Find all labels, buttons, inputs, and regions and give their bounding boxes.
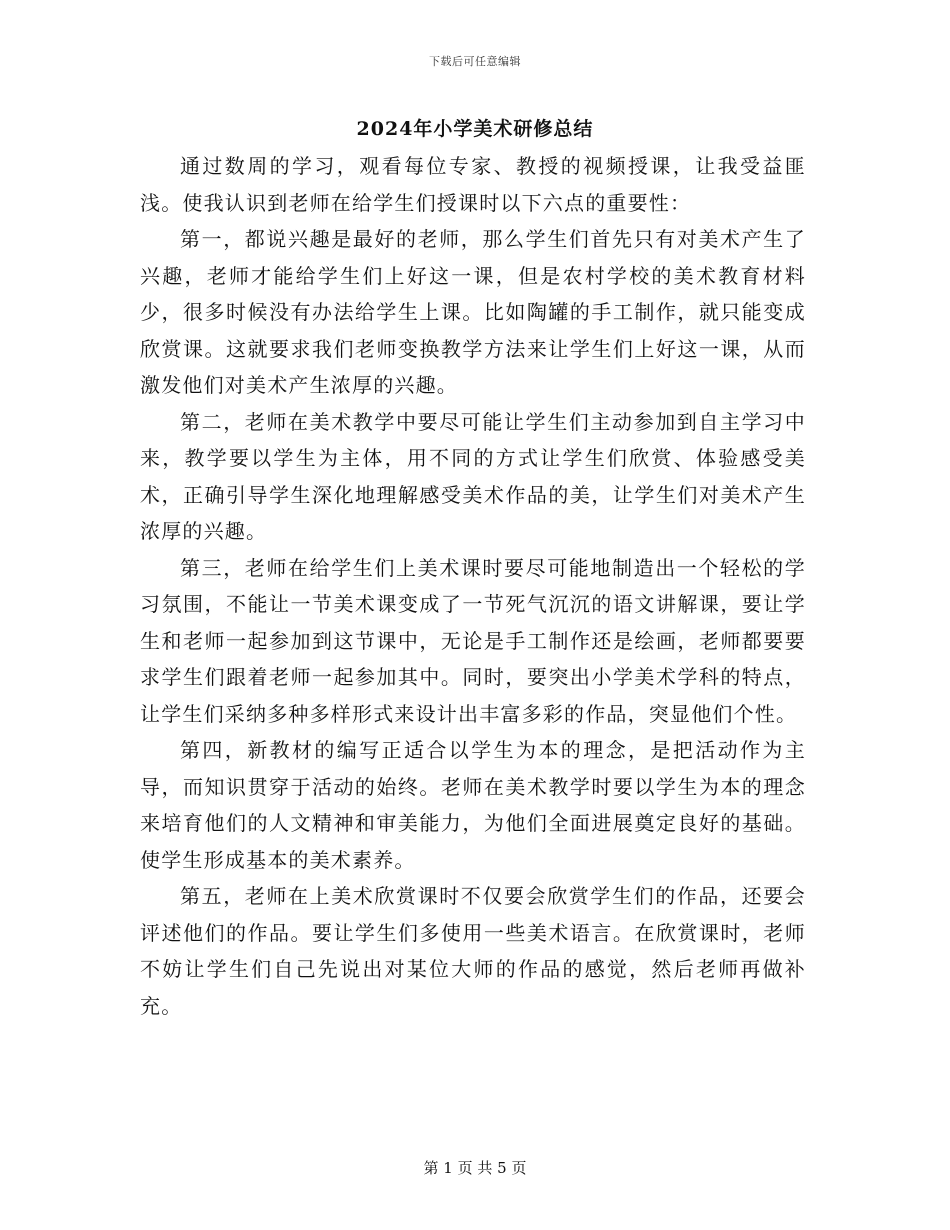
paragraph-point-3: 第三，老师在给学生们上美术课时要尽可能地制造出一个轻松的学习氛围，不能让一节美术课变成了一节死气沉沉的语文讲解课，要让学生和老师一起参加到这节课中，无论是手工制作还是绘画，老师都要要求学生们跟着老师一起参加其中。同时，要突出小学美术学科的特点，让学生们采纳多种多样形式来设计出丰富多彩的作品，突显他们个性。 xyxy=(140,555,806,726)
paragraph-point-2: 第二，老师在美术教学中要尽可能让学生们主动参加到自主学习中来，教学要以学生为主体，用不同的方式让学生们欣赏、体验感受美术，正确引导学生深化地理解感受美术作品的美，让学生们对美术产生浓厚的兴趣。 xyxy=(140,409,806,543)
page-number: 第 1 页 共 5 页 xyxy=(423,1159,527,1177)
header-note: 下载后可任意编辑 xyxy=(429,55,521,68)
document-title: 2024年小学美术研修总结 xyxy=(356,118,594,140)
document-body xyxy=(140,148,806,1024)
paragraph-point-5: 第五，老师在上美术欣赏课时不仅要会欣赏学生们的作品，还要会评述他们的作品。要让学生们多使用一些美术语言。在欣赏课时，老师不妨让学生们自己先说出对某位大师的作品的感觉，然后老师再做补充。 xyxy=(140,884,806,1018)
paragraph-intro: 通过数周的学习，观看每位专家、教授的视频授课，让我受益匪浅。使我认识到老师在给学生们授课时以下六点的重要性： xyxy=(140,154,806,215)
paragraph-point-1: 第一，都说兴趣是最好的老师，那么学生们首先只有对美术产生了兴趣，老师才能给学生们上好这一课，但是农村学校的美术教育材料少，很多时候没有办法给学生上课。比如陶罐的手工制作，就只能变成欣赏课。这就要求我们老师变换教学方法来让学生们上好这一课，从而激发他们对美术产生浓厚的兴趣。 xyxy=(140,227,806,397)
paragraph-point-4: 第四，新教材的编写正适合以学生为本的理念，是把活动作为主导，而知识贯穿于活动的始终。老师在美术教学时要以学生为本的理念来培育他们的人文精神和审美能力，为他们全面进展奠定良好的基础。使学生形成基本的美术素养。 xyxy=(140,738,806,872)
